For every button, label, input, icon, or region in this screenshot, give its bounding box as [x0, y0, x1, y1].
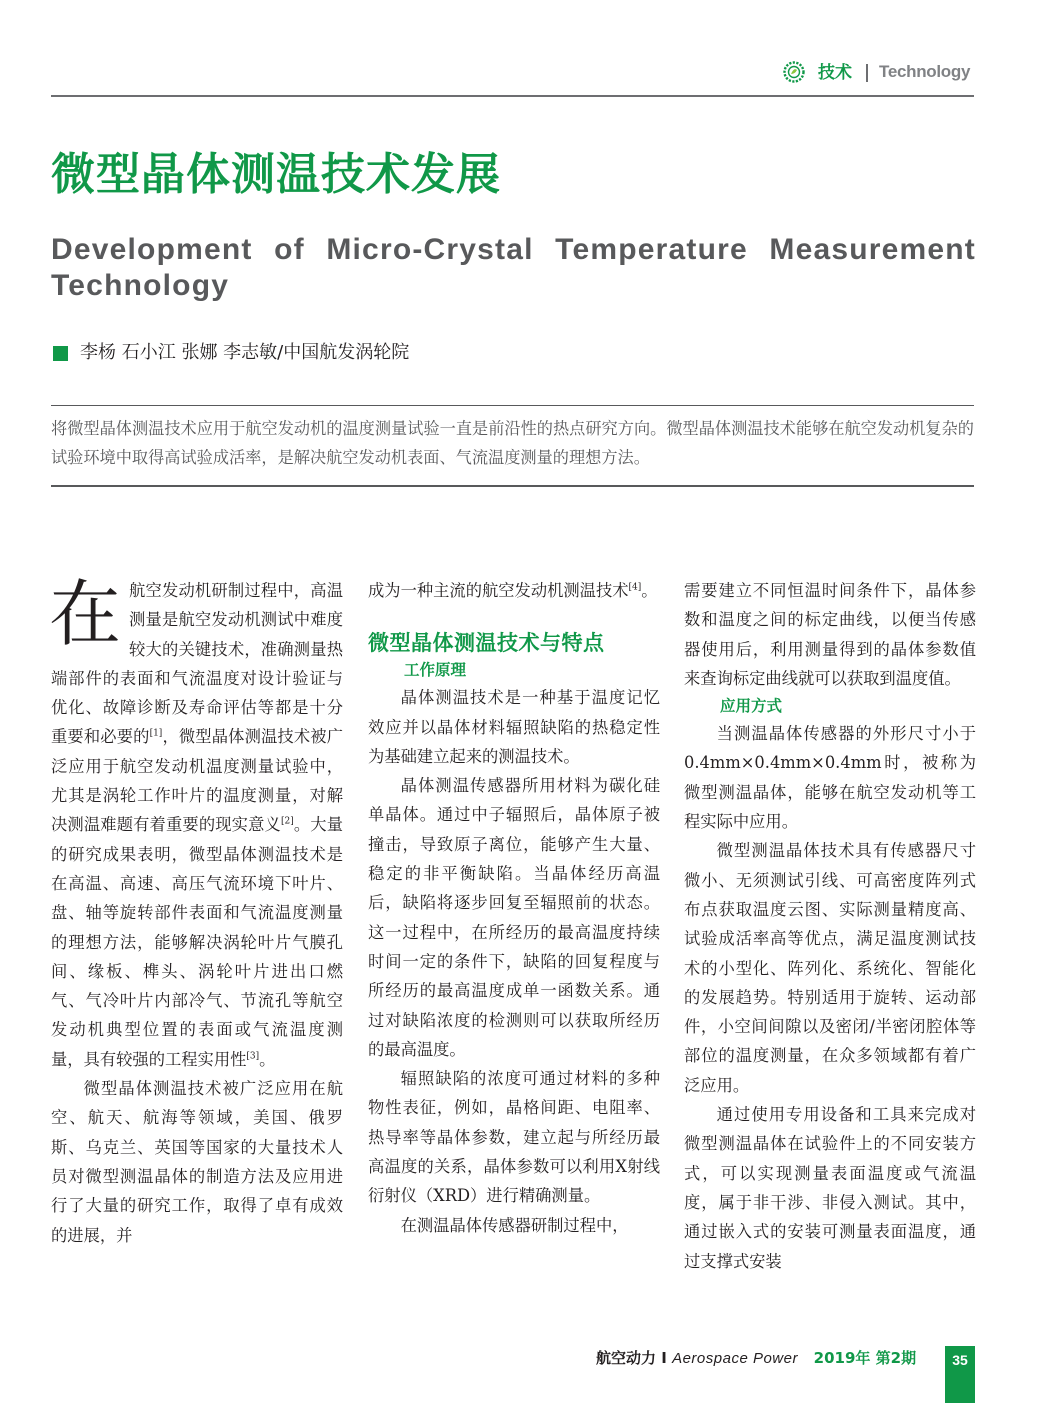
article-title-en — [51, 232, 976, 304]
footer-journal-en: Aerospace Power — [672, 1350, 798, 1367]
section-heading: 微型晶体测温技术与特点 — [368, 631, 605, 656]
intro-text-d: 。 — [259, 1049, 276, 1069]
drop-cap: 在 — [49, 572, 122, 656]
subsection-heading: 应用方式 — [720, 697, 783, 716]
abstract-top-rule — [51, 405, 974, 406]
citation-ref: [3] — [246, 1051, 260, 1062]
body-column-3 — [684, 576, 976, 1276]
intro-text-c: 。大量的研究成果表明，微型晶体测温技术是在高温、高速、高压气流环境下叶片、盘、轴等旋转部件表面和气流温度测量的理想方法，能够解决涡轮叶片气膜孔间、缘板、榫头、涡轮叶片进出口燃气、气冷叶片内部冷气、节流孔等航空发动机典型位置的表面或气流温度测量，具有较强的工程实用性 — [51, 815, 343, 1069]
paragraph: 在测温晶体传感器研制过程中， — [400, 1215, 629, 1235]
gear-leaf-logo-icon — [783, 61, 805, 83]
header-separator — [866, 64, 868, 82]
footer-separator: I — [661, 1349, 667, 1367]
footer-journal — [596, 1348, 916, 1369]
paragraph-intro — [49, 572, 343, 1074]
body-column-2 — [368, 576, 660, 1240]
paragraph: 晶体测温传感器所用材料为碳化硅单晶体。通过中子辐照后，晶体原子被撞击，导致原子离位，能够产生大量、稳定的非平衡缺陷。当晶体经历高温后，缺陷将逐步回复至辐照前的状态。这一过程中，在所经历的最高温度持续时间一定的条件下，缺陷的回复程度与所经历的最高温度成单一函数关系。通过对缺陷浓度的检测则可以获取所经历的最高温度。 — [368, 776, 660, 1059]
citation-ref: [1] — [149, 729, 163, 740]
article-title-cn: 微型晶体测温技术发展 — [51, 149, 501, 200]
article-title-en-line2: Technology — [51, 269, 230, 302]
article-title-en-line1: Development of Micro-Crystal Temperature Measurement — [51, 233, 976, 266]
footer-issue: 2019年 第2期 — [813, 1349, 917, 1367]
citation-ref: [4] — [628, 582, 642, 593]
paragraph: 微型测温晶体技术具有传感器尺寸微小、无须测试引线、可高密度阵列式布点获取温度云图、实际测量精度高、试验成活率高等优点，满足温度测试技术的小型化、阵列化、系统化、智能化的发展趋势。特别适用于旋转、运动部件，小空间间隙以及密闭/半密闭腔体等部位的温度测量，在众多领域都有着广泛应用。 — [684, 841, 976, 1095]
author-bullet — [53, 346, 68, 361]
subsection-heading: 工作原理 — [404, 661, 467, 680]
citation-ref: [2] — [280, 816, 294, 827]
paragraph: 微型晶体测温技术被广泛应用在航空、航天、航海等领域，美国、俄罗斯、乌克兰、英国等国家的大量技术人员对微型测温晶体的制造方法及应用进行了大量的研究工作，取得了卓有成效的进展，并 — [51, 1079, 343, 1245]
footer-journal-cn: 航空动力 — [596, 1349, 657, 1367]
abstract: 将微型晶体测温技术应用于航空发动机的温度测量试验一直是前沿性的热点研究方向。微型晶体测温技术能够在航空发动机复杂的试验环境中取得高试验成活率，是解决航空发动机表面、气流温度测量的理想方法。 — [51, 419, 974, 467]
header-category-cn: 技术 — [818, 63, 852, 83]
body-column-1 — [49, 572, 343, 1250]
author-line: 李杨 石小江 张娜 李志敏/中国航发涡轮院 — [80, 342, 410, 363]
paragraph-continued: 需要建立不同恒温时间条件下，晶体参数和温度之间的标定曲线，以便当传感器使用后，利用测量得到的晶体参数值来查询标定曲线就可以获取到温度值。 — [684, 581, 976, 688]
header-rule — [51, 95, 974, 97]
paragraph-end: 。 — [641, 581, 658, 600]
abstract-bottom-rule — [51, 485, 974, 487]
paragraph: 当测温晶体传感器的外形尺寸小于0.4mm×0.4mm×0.4mm时，被称为微型测温晶体，能够在航空发动机等工程实际中应用。 — [684, 724, 976, 832]
paragraph-continued — [368, 576, 660, 605]
paragraph-continued-text: 成为一种主流的航空发动机测温技术 — [368, 581, 629, 600]
paragraph: 辐照缺陷的浓度可通过材料的多种物性表征，例如，晶格间距、电阻率、热导率等晶体参数，建立起与所经历最高温度的关系，晶体参数可以利用X射线衍射仪（XRD）进行精确测量。 — [368, 1069, 660, 1206]
header-category-en: Technology — [879, 62, 971, 81]
intro-text-a: 航空发动机研制过程中，高温测量是航空发动机测试中难度较大的关键技术，准确测量热端部件的表面和气流温度对设计验证与优化、故障诊断及寿命评估等都是十分重要和必要的 — [51, 581, 343, 747]
paragraph: 通过使用专用设备和工具来完成对微型测温晶体在试验件上的不同安装方式，可以实现测量表面温度或气流温度，属于非干涉、非侵入测试。其中，通过嵌入式的安装可测量表面温度，通过支撑式安装 — [684, 1105, 976, 1271]
page-number: 35 — [945, 1346, 975, 1403]
intro-text-b: ，微型晶体测温技术被广泛应用于航空发动机温度测量试验中，尤其是涡轮工作叶片的温度测量，对解决测温难题有着重要的现实意义 — [51, 727, 343, 835]
paragraph: 晶体测温技术是一种基于温度记忆效应并以晶体材料辐照缺陷的热稳定性为基础建立起来的测温技术。 — [368, 688, 660, 766]
